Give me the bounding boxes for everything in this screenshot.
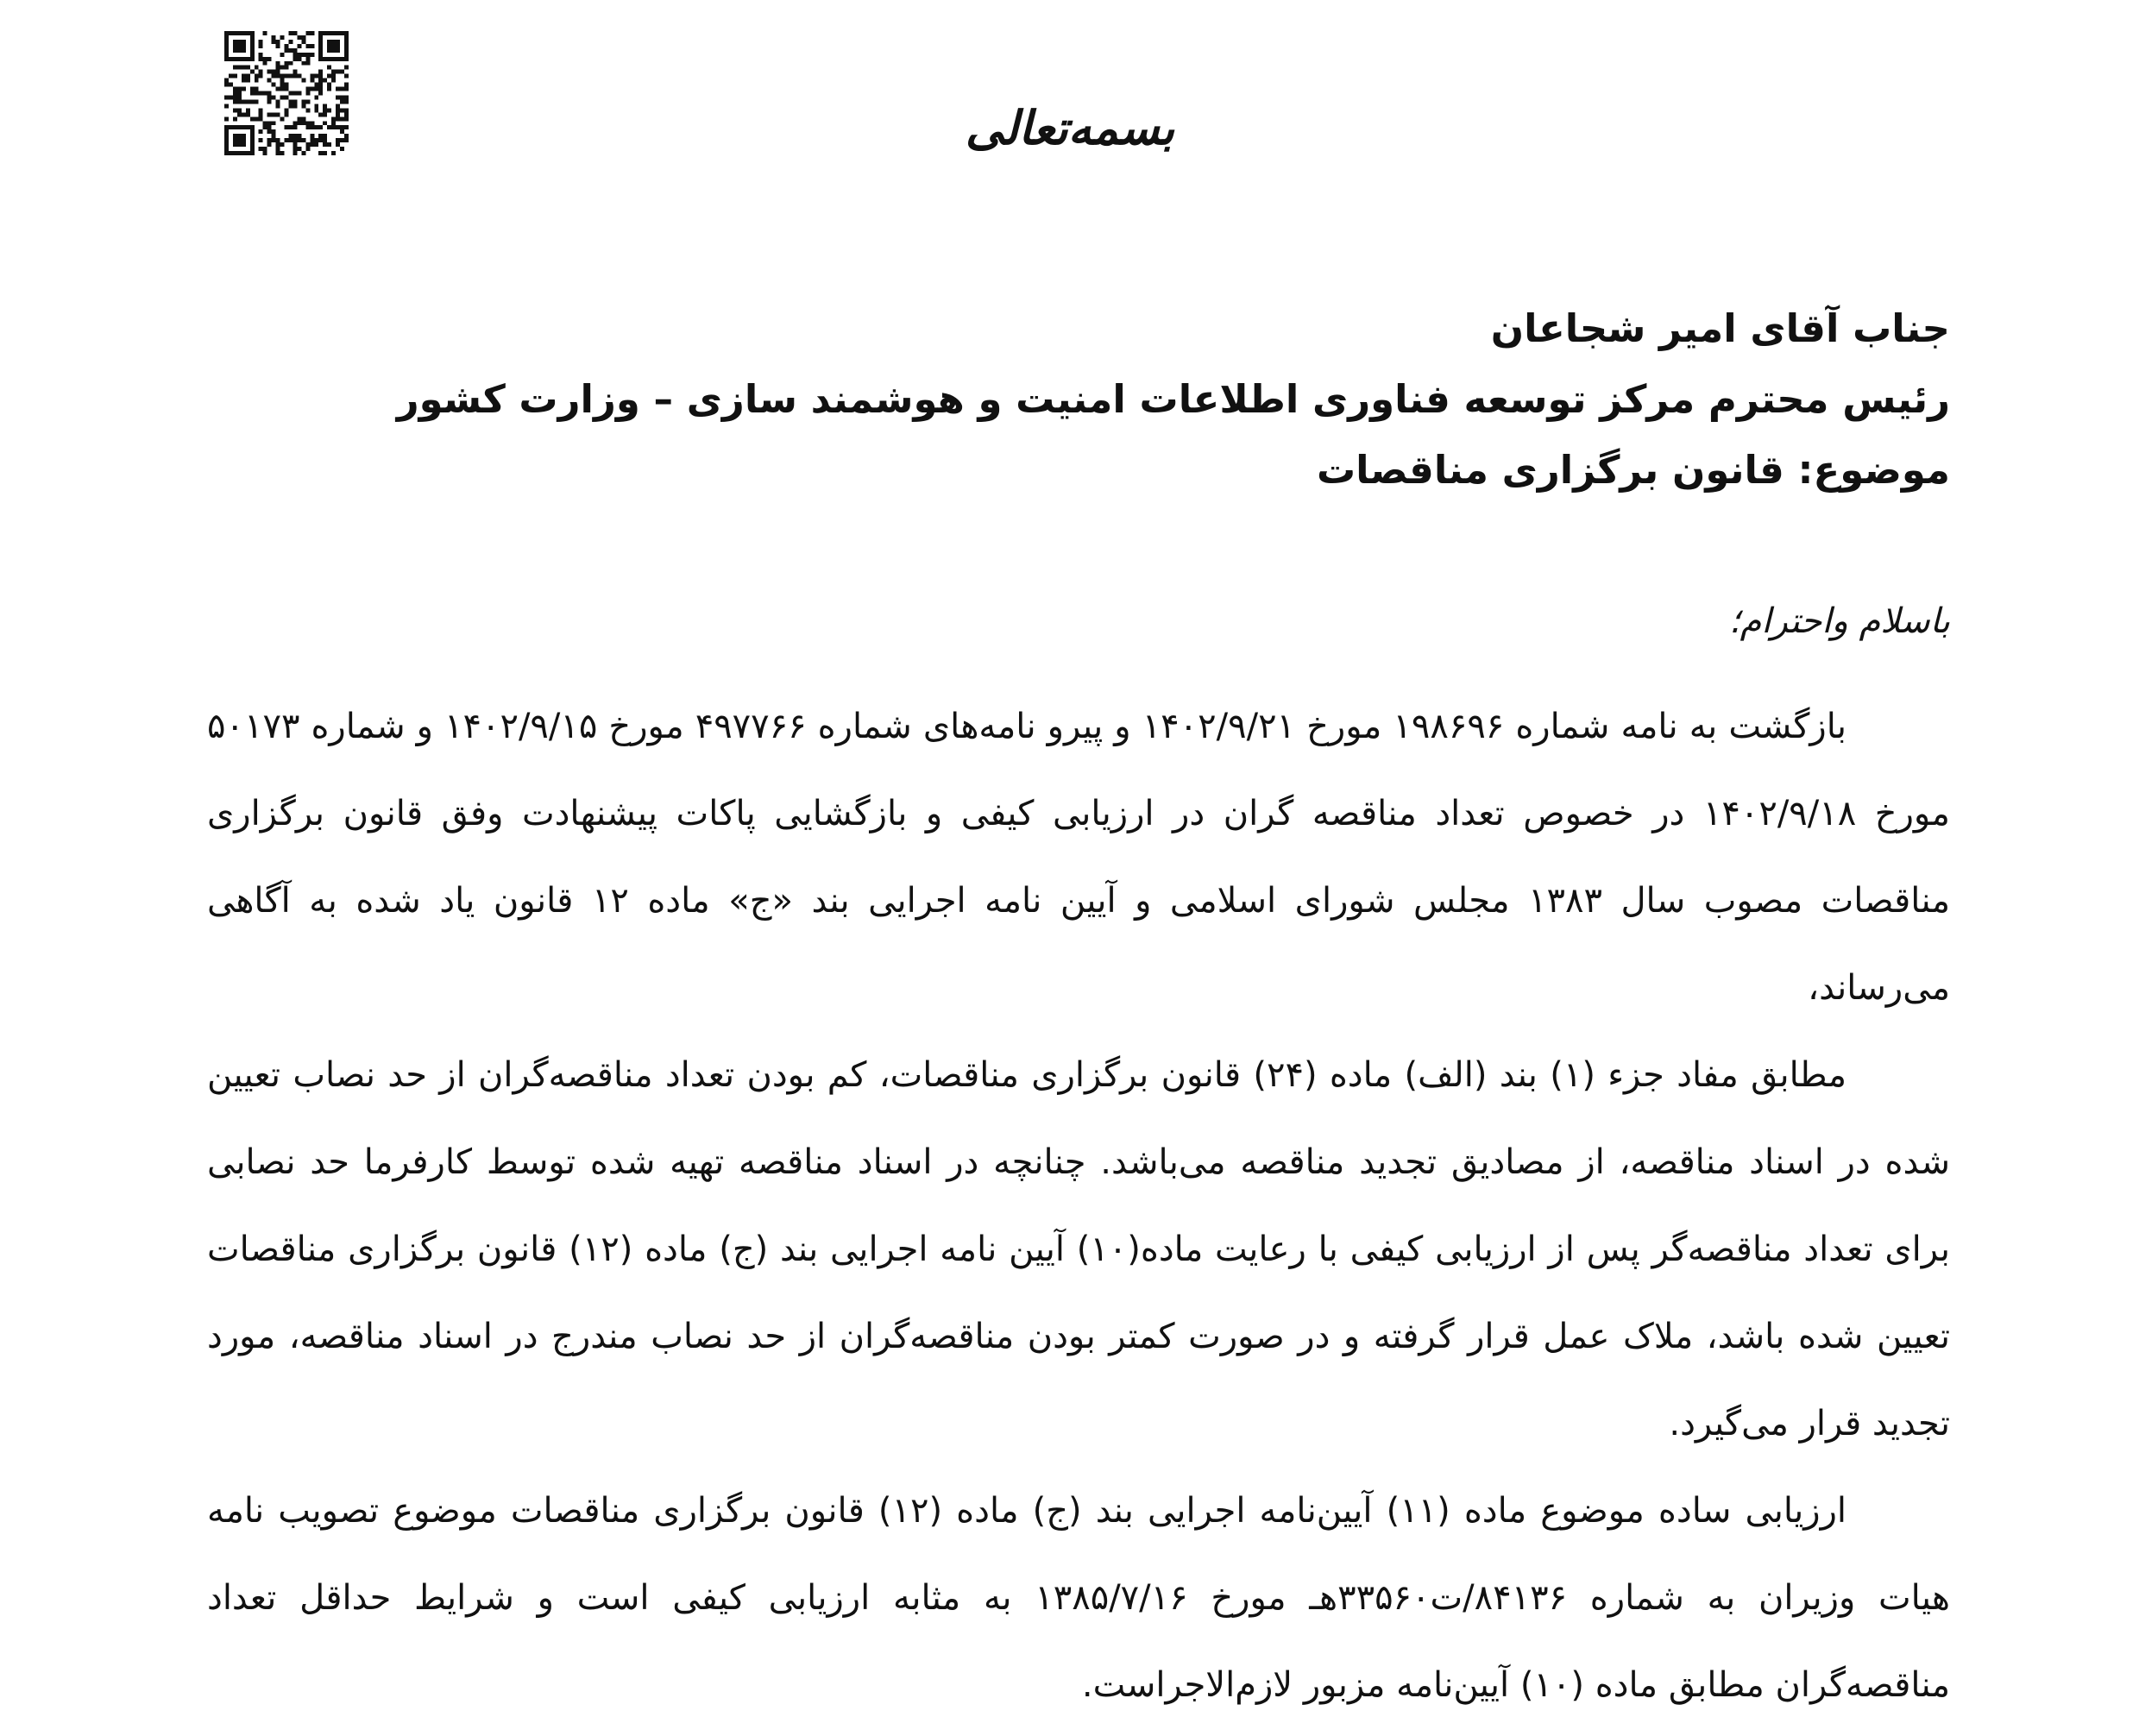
recipient-title: رئیس محترم مرکز توسعه فناوری اطلاعات امنیت و هوشمند سازی – وزارت کشور bbox=[396, 376, 1950, 422]
qr-code bbox=[224, 31, 349, 155]
letter-body bbox=[207, 683, 1950, 1729]
recipient-block bbox=[207, 293, 1950, 506]
salutation: باسلام واحترام؛ bbox=[1728, 601, 1950, 641]
body-paragraph: ارزیابی ساده موضوع ماده (۱۱) آیین‌نامه اجرایی بند (ج) ماده (۱۲) قانون برگزاری مناقصات موضوع تصویب نامه هیات وزیران به شماره ۸۴۱۳۶/ت۳۳۵۶۰هـ مورخ ۱۳۸۵/۷/۱۶ به مثابه ارزیابی کیفی است و شرایط حداقل تعداد مناقصه‌گران مطابق ماده (۱۰) آیین‌نامه مزبور لازم‌الاجراست. bbox=[207, 1491, 1951, 1705]
bismillah-heading: بسمه‌تعالی bbox=[965, 100, 1175, 155]
body-paragraph: بازگشت به نامه شماره ۱۹۸۶۹۶ مورخ ۱۴۰۲/۹/۲۱ و پیرو نامه‌های شماره ۴۹۷۷۶۶ مورخ ۱۴۰۲/۹/۱۵ و شماره ۵۰۱۷۳ مورخ ۱۴۰۲/۹/۱۸ در خصوص تعداد مناقصه گران در ارزیابی کیفی و بازگشایی پاکات پیشنهادت وفق قانون برگزاری مناقصات مصوب سال ۱۳۸۳ مجلس شورای اسلامی و آیین نامه اجرایی بند «ج» ماده ۱۲ قانون یاد شده به آگاهی می‌رساند، bbox=[207, 707, 1950, 1008]
recipient-name: جناب آقای امیر شجاعان bbox=[1490, 305, 1950, 351]
body-paragraph: مطابق مفاد جزء (۱) بند (الف) ماده (۲۴) قانون برگزاری مناقصات، کم بودن تعداد مناقصه‌گران از حد نصاب تعیین شده در اسناد مناقصه، از مصادیق تجدید مناقصه می‌باشد. چنانچه در اسناد مناقصه تهیه شده توسط کارفرما حد نصابی برای تعداد مناقصه‌گر پس از ارزیابی کیفی با رعایت ماده(۱۰) آیین نامه اجرایی بند (ج) ماده (۱۲) قانون برگزاری مناقصات تعیین شده باشد، ملاک عمل قرار گرفته و در صورت کمتر بودن مناقصه‌گران از حد نصاب مندرج در اسناد مناقصه، مورد تجدید قرار می‌گیرد. bbox=[207, 1055, 1951, 1444]
letter-subject: موضوع: قانون برگزاری مناقصات bbox=[1316, 447, 1950, 493]
